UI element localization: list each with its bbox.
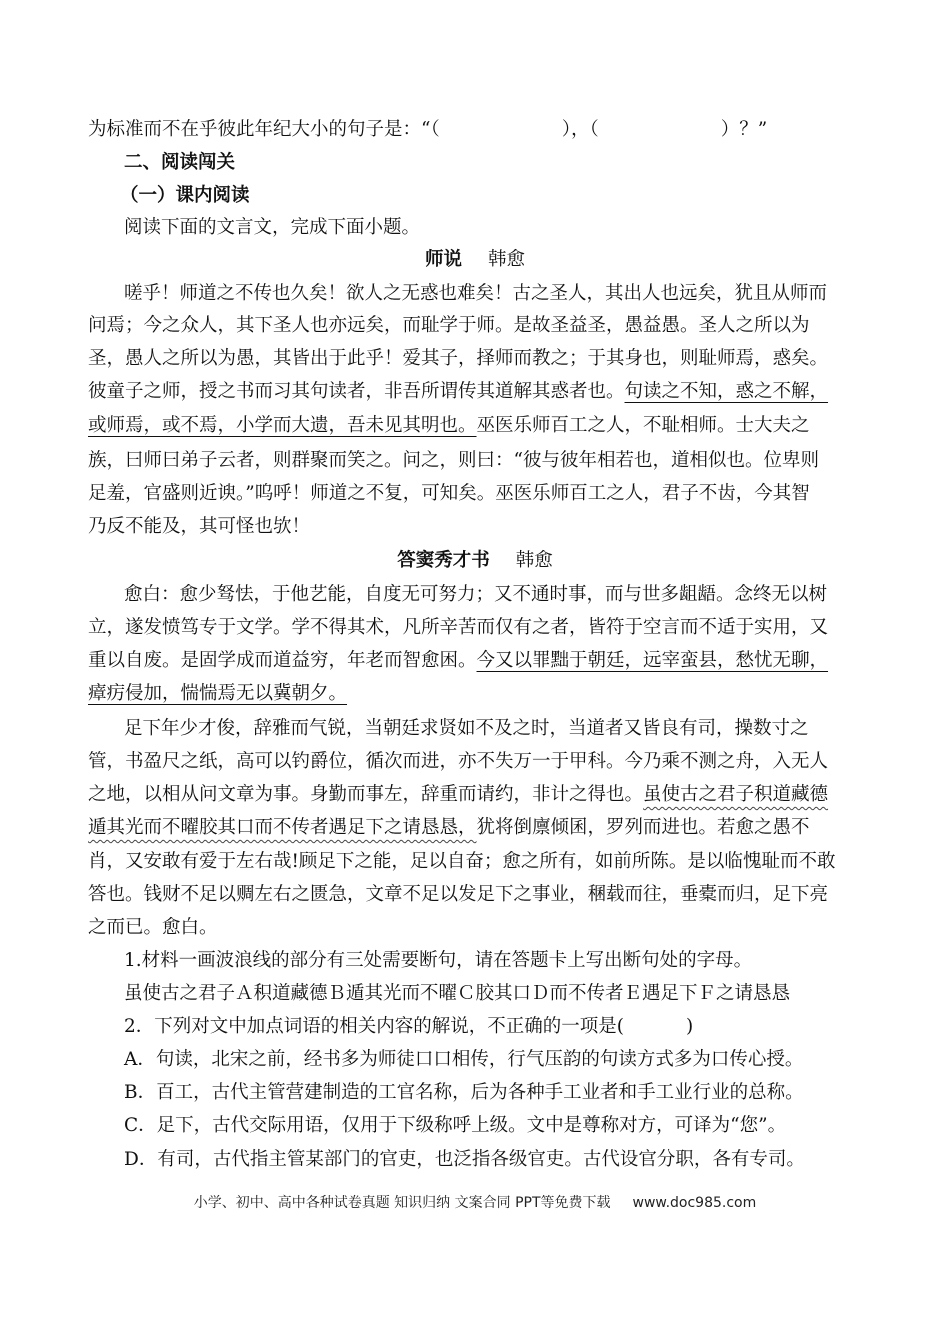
- passage2-line: 之地，以相从问文章为事。身勤而事左，辞重而请约，非计之得也。虽使古之君子积道藏德: [88, 784, 829, 805]
- underlined-sentence: 瘴疠侵加，惴惴焉无以冀朝夕。: [88, 683, 348, 704]
- passage1-line: 乃反不能及，其可怪也欤！: [88, 516, 311, 537]
- underlined-sentence: 句读之不知，惑之不解，: [624, 381, 829, 402]
- passage2-line: 肖，又安敢有爱于左右哉!顾足下之能，足以自奋；愈之所有，如前所陈。是以临愧耻而不敢: [88, 851, 836, 872]
- question-2-stem: 2．下列对文中加点词语的相关内容的解说，不正确的一项是( ): [124, 1016, 694, 1037]
- passage2-line: [88, 682, 863, 706]
- passage1-title-block: [0, 248, 950, 272]
- passage1-line: 或师焉，或不焉，小学而大遗，吾未见其明也。巫医乐师百工之人，不耻相师。士大夫之: [88, 415, 810, 436]
- passage2-line: 遁其光而不曜胶其口而不传者遇足下之请恳恳，犹将倒廪倾囷，罗列而进也。若愈之愚不: [88, 817, 810, 838]
- passage2-title: 答窦秀才书: [397, 550, 490, 571]
- underlined-sentence: 今又以罪黜于朝廷，远宰蛮县，愁忧无聊，: [476, 650, 829, 671]
- passage1-line: 问焉；今之众人，其下圣人也亦远矣，而耻学于师。是故圣益圣，愚益愚。圣人之所以为: [88, 315, 810, 336]
- passage1-title: 师说: [424, 249, 462, 270]
- passage1-line: 彼童子之师，授之书而习其句读者，非吾所谓传其道解其惑者也。句读之不知，惑之不解，: [88, 381, 829, 402]
- subsection-heading: （一）课内阅读: [120, 185, 250, 206]
- passage1-line: 圣，愚人之所以为愚，其皆出于此乎！爱其子，择师而教之；于其身也，则耻师焉，惑矣。: [88, 348, 829, 369]
- passage2-line: 之而已。愈白。: [88, 917, 218, 938]
- footer-text: 小学、初中、高中各种试卷真题 知识归纳 文案合同 PPT等免费下载: [193, 1195, 611, 1211]
- wavy-underlined-text: 虽使古之君子积道藏德: [643, 784, 829, 805]
- option-b: B．百工，古代主管营建制造的工官名称，后为各种手工业者和手工业行业的总称。: [124, 1082, 804, 1103]
- question-fill-line: 为标准而不在乎彼此年纪大小的句子是：“（ ），（ ）？”: [88, 119, 768, 140]
- passage1-line: 嗟乎！师道之不传也久矣！欲人之无惑也难矣！古之圣人，其出人也远矣，犹且从师而: [124, 283, 828, 304]
- passage2-line: 足下年少才俊，辞雅而气锐，当朝廷求贤如不及之时，当道者又皆良有司，操数寸之: [124, 718, 809, 739]
- passage2-author: 韩愈: [515, 550, 553, 571]
- option-c: C．足下，古代交际用语，仅用于下级称呼上级。文中是尊称对方，可译为“您”。: [124, 1115, 787, 1136]
- option-d: D．有司，古代指主管某部门的官吏，也泛指各级官吏。古代设官分职，各有专司。: [124, 1149, 805, 1170]
- instruction: 阅读下面的文言文，完成下面小题。: [124, 217, 421, 238]
- passage1-line: 族，曰师曰弟子云者，则群聚而笑之。问之，则曰：“彼与彼年相若也，道相似也。位卑则: [88, 450, 819, 471]
- passage2-line: 愈白：愈少驽怯，于他艺能，自度无可努力；又不通时事，而与世多龃龉。念终无以树: [124, 584, 828, 605]
- passage2-line: 立，遂发愤笃专于文学。学不得其术，凡所辛苦而仅有之者，皆符于空言而不适于实用，又: [88, 617, 829, 638]
- footer-url[interactable]: www.doc985.com: [632, 1195, 757, 1211]
- page-footer: [0, 1192, 950, 1212]
- section-heading: 二、阅读闯关: [124, 152, 236, 173]
- option-a: A．句读，北宋之前，经书多为师徒口口相传，行气压韵的句读方式多为口传心授。: [124, 1049, 804, 1070]
- question-1-detail: 虽使古之君子Ａ积道藏德Ｂ遁其光而不曜Ｃ胶其口Ｄ而不传者Ｅ遇足下Ｆ之请恳恳: [124, 983, 791, 1004]
- question-1-stem: 1.材料一画波浪线的部分有三处需要断句，请在答题卡上写出断句处的字母。: [124, 950, 753, 971]
- underlined-sentence: 或师焉，或不焉，小学而大遗，吾未见其明也。: [88, 415, 477, 436]
- passage2-title-block: [0, 549, 950, 573]
- passage1-author: 韩愈: [488, 249, 526, 270]
- wavy-underlined-text: 遁其光而不曜胶其口而不传者遇足下之请恳恳，: [88, 817, 477, 838]
- passage2-line: 重以自废。是固学成而道益穷，年老而智愈困。今又以罪黜于朝廷，远宰蛮县，愁忧无聊，: [88, 650, 829, 671]
- passage1-line: 足羞，官盛则近谀。”呜呼！师道之不复，可知矣。巫医乐师百工之人，君子不齿，今其智: [88, 483, 810, 504]
- passage2-line: 答也。钱财不足以赒左右之匮急，文章不足以发足下之事业，稛载而往，垂橐而归，足下亮: [88, 884, 829, 905]
- passage2-line: 管，书盈尺之纸，高可以钓爵位，循次而进，亦不失万一于甲科。今乃乘不测之舟，入无人: [88, 751, 829, 772]
